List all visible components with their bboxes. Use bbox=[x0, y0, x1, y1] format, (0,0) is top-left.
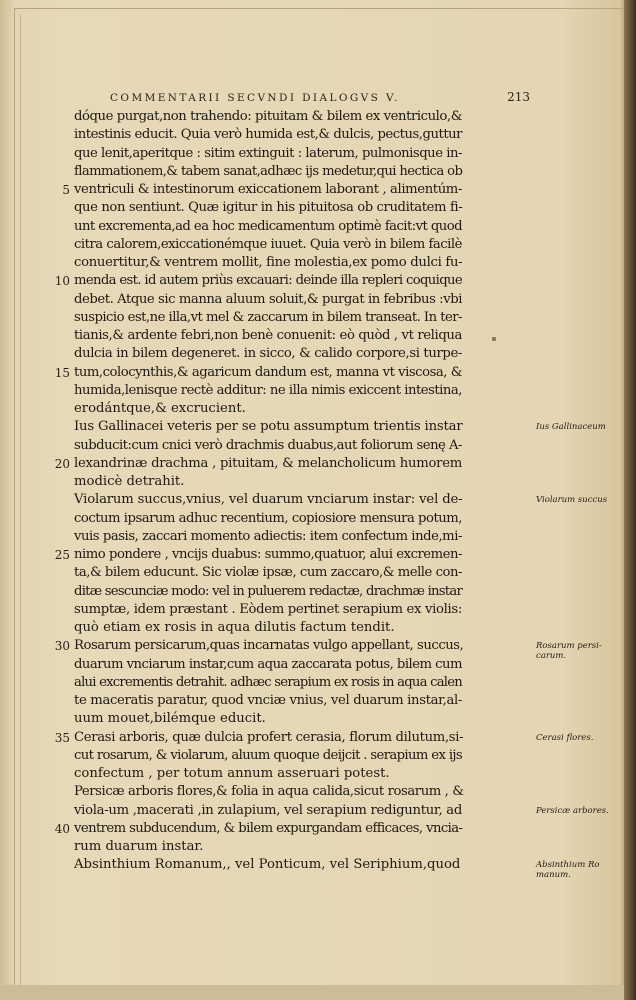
line-number: 15 bbox=[54, 365, 70, 380]
line-text: debet. Atque sic manna aluum soluit,& purgat in febribus :vbi bbox=[74, 291, 462, 307]
line-text: confectum , per totum annum asseruari potest. bbox=[74, 766, 390, 781]
running-title: COMMENTARII SECVNDI DIALOGVS V. bbox=[110, 92, 400, 104]
text-line bbox=[74, 400, 464, 418]
line-number: 10 bbox=[54, 274, 70, 289]
margin-note: Absinthium Ro manum. bbox=[536, 860, 600, 881]
line-text: ditæ sescunciæ modo: vel in puluerem redactæ, drachmæ instar bbox=[74, 583, 462, 599]
text-line bbox=[54, 455, 464, 473]
text-line bbox=[74, 382, 464, 400]
line-text: modicè detrahit. bbox=[74, 474, 185, 489]
line-text: menda est. id autem priùs excauari: deinde illa repleri coquique bbox=[74, 273, 462, 289]
line-number: 20 bbox=[54, 456, 70, 471]
margin-note: Ius Gallinaceum bbox=[536, 422, 606, 433]
line-text: Violarum succus,vnius, vel duarum vnciarum instar: vel de- bbox=[74, 492, 463, 508]
text-line bbox=[74, 564, 464, 582]
text-line bbox=[74, 619, 464, 637]
text-line bbox=[62, 181, 464, 199]
line-text: viola-um ,macerati ,in zulapium, vel serapium rediguntur, ad bbox=[74, 802, 462, 818]
main-text-block bbox=[54, 108, 609, 881]
line-text: tianis,& ardente febri,non benè conuenit: eò quòd , vt reliqua bbox=[74, 328, 462, 343]
text-line bbox=[74, 674, 464, 692]
line-text: dóque purgat,non trahendo: pituitam & bilem ex ventriculo,& bbox=[74, 109, 462, 124]
line-number: 25 bbox=[54, 548, 70, 562]
text-line bbox=[74, 856, 464, 874]
line-text: citra calorem,exiccationémque iuuet. Quia verò in bilem facilè bbox=[74, 236, 462, 252]
line-text: nimo pondere , vncijs duabus: summo,quatuor, alui excremen- bbox=[74, 547, 462, 562]
line-number: 40 bbox=[54, 821, 70, 836]
text-line bbox=[74, 656, 464, 674]
line-number: 30 bbox=[54, 639, 70, 654]
margin-note: Persicæ arbores. bbox=[536, 805, 609, 816]
text-line bbox=[74, 583, 464, 601]
text-line bbox=[74, 199, 464, 217]
line-text: ventrem subducendum, & bilem expurgandam efficaces, vncia- bbox=[74, 820, 463, 836]
text-line bbox=[74, 765, 464, 783]
text-line bbox=[74, 108, 464, 126]
text-line bbox=[54, 729, 464, 747]
ink-blot bbox=[492, 337, 496, 341]
text-line bbox=[74, 747, 464, 765]
line-text: uum mouet,bilémque educit. bbox=[74, 711, 266, 727]
text-line bbox=[74, 236, 464, 254]
text-line bbox=[54, 364, 464, 382]
text-line bbox=[74, 437, 464, 455]
line-text: sumptæ, idem præstant . Eòdem pertinet serapium ex violis: bbox=[74, 601, 462, 617]
text-line bbox=[74, 126, 464, 144]
page-bottom-edge bbox=[0, 985, 636, 1000]
book-spine-edge bbox=[624, 0, 636, 1000]
text-line bbox=[74, 163, 464, 181]
margin-note: Violarum succus bbox=[536, 495, 608, 506]
text-line bbox=[74, 783, 464, 801]
text-line bbox=[74, 601, 464, 619]
line-text: subducit:cum cnici verò drachmis duabus,aut foliorum senę A- bbox=[74, 437, 462, 453]
line-text: cut rosarum, & violarum, aluum quoque deijcit . serapium ex ijs bbox=[74, 747, 462, 763]
line-text: erodántque,& excrucient. bbox=[74, 401, 246, 416]
line-text: dulcia in bilem degeneret. in sicco, & calido corpore,si turpe- bbox=[74, 346, 462, 362]
line-text: duarum vnciarum instar,cum aqua zaccarata potus, bilem cum bbox=[74, 656, 462, 672]
text-line bbox=[74, 345, 464, 363]
line-text: unt excrementa,ad ea hoc medicamentum optimè facit:vt quod bbox=[74, 218, 462, 234]
text-line bbox=[54, 820, 464, 838]
line-number: 35 bbox=[54, 730, 70, 745]
text-line bbox=[74, 327, 464, 345]
line-number: 5 bbox=[62, 183, 70, 197]
text-line bbox=[74, 838, 464, 856]
text-line bbox=[54, 272, 464, 290]
line-text: te maceratis paratur, quod vnciæ vnius, vel duarum instar,al- bbox=[74, 693, 462, 708]
running-header bbox=[110, 92, 530, 108]
line-text: vuis pasis, zaccari momento adiectis: item confectum inde,mi- bbox=[74, 528, 462, 544]
text-line bbox=[74, 528, 464, 546]
text-line bbox=[74, 473, 464, 491]
line-text: conuertitur,& ventrem mollit, fine molestia,ex pomo dulci fu- bbox=[74, 255, 463, 270]
text-line bbox=[54, 637, 464, 655]
line-text: quò etiam ex rosis in aqua dilutis factum tendit. bbox=[74, 620, 395, 635]
line-text: Absinthium Romanum,, vel Ponticum, vel Seriphium,quod bbox=[74, 857, 461, 873]
line-text: ta,& bilem educunt. Sic violæ ipsæ, cum zaccaro,& melle con- bbox=[74, 565, 462, 581]
text-line bbox=[74, 491, 464, 509]
line-text: tum,colocynthis,& agaricum dandum est, manna vt viscosa, & bbox=[74, 364, 462, 380]
line-text: alui excrementis detrahit. adhæc serapium ex rosis in aqua calen bbox=[74, 674, 462, 690]
text-line bbox=[74, 309, 464, 327]
margin-note: Rosarum persi- carum. bbox=[536, 641, 602, 662]
text-line bbox=[74, 218, 464, 236]
text-line bbox=[74, 710, 464, 728]
line-text: Ius Gallinacei veteris per se potu assumptum trientis instar bbox=[74, 419, 463, 435]
margin-note: Cerasi flores. bbox=[536, 732, 594, 743]
line-text: ventriculi & intestinorum exiccationem laborant , alimentúm- bbox=[74, 182, 462, 197]
line-text: Persicæ arboris flores,& folia in aqua calida,sicut rosarum , & bbox=[74, 784, 464, 800]
line-text: coctum ipsarum adhuc recentium, copiosiore mensura potum, bbox=[74, 510, 462, 526]
text-line bbox=[74, 802, 464, 820]
line-text: Rosarum persicarum,quas incarnatas vulgo appellant, succus, bbox=[74, 638, 464, 654]
text-line bbox=[74, 145, 464, 163]
line-text: flammationem,& tabem sanat,adhæc ijs medetur,qui hectica ob bbox=[74, 163, 463, 179]
line-text: que lenit,aperitque : sitim extinguit : laterum, pulmonisque in- bbox=[74, 145, 462, 161]
line-text: humida,lenisque rectè additur: ne illa nimis exiccent intestina, bbox=[74, 382, 462, 398]
text-line bbox=[74, 510, 464, 528]
text-line bbox=[74, 254, 464, 272]
line-text: rum duarum instar. bbox=[74, 839, 204, 854]
text-line bbox=[74, 291, 464, 309]
line-text: que non sentiunt. Quæ igitur in his pituitosa ob cruditatem fi- bbox=[74, 200, 463, 216]
text-line bbox=[54, 546, 464, 564]
line-text: intestinis educit. Quia verò humida est,& dulcis, pectus,guttur bbox=[74, 127, 462, 143]
text-line bbox=[74, 418, 464, 436]
line-text: suspicio est,ne illa,vt mel & zaccarum in bilem transeat. In ter- bbox=[74, 309, 462, 325]
text-line bbox=[74, 692, 464, 710]
line-text: lexandrinæ drachma , pituitam, & melancholicum humorem bbox=[74, 455, 462, 471]
line-text: Cerasi arboris, quæ dulcia profert cerasia, florum dilutum,si- bbox=[74, 729, 464, 745]
page-number: 213 bbox=[507, 90, 530, 104]
